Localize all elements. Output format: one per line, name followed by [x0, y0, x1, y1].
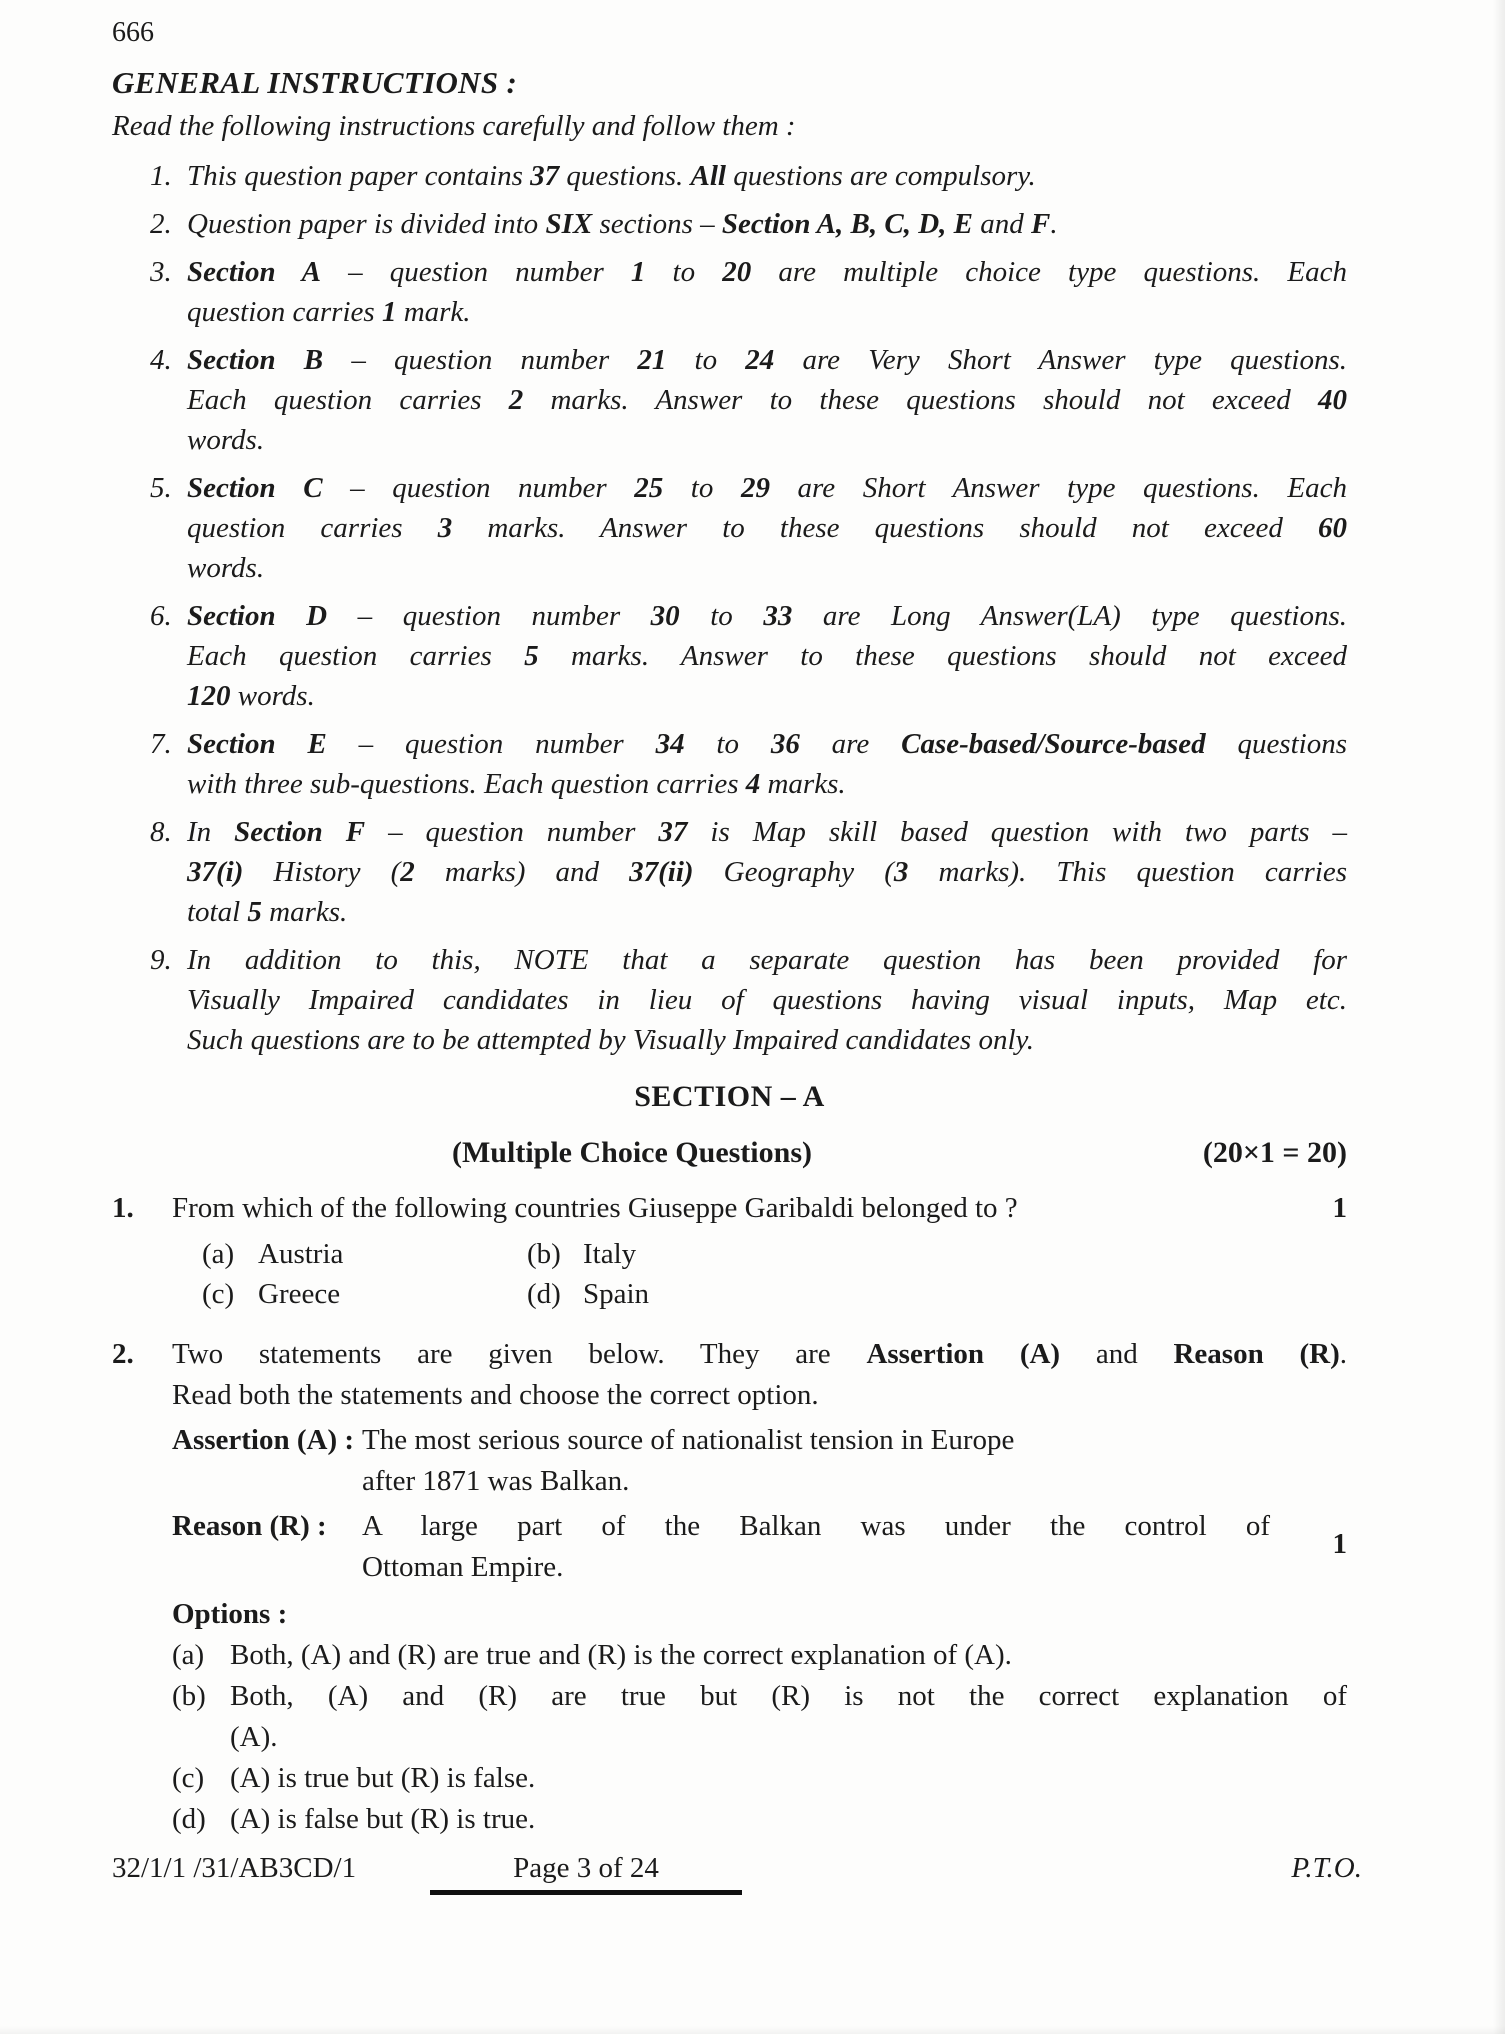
instruction-line: In addition to this, NOTE that a separate question has been provided for: [187, 944, 1347, 976]
section-a-subtitle: (Multiple Choice Questions): [452, 1136, 812, 1169]
question-2-marks: 1: [1332, 1528, 1347, 1560]
option-text-line: (A).: [230, 1721, 278, 1753]
option-label: (c): [172, 1762, 205, 1794]
option-label: (b): [172, 1680, 206, 1712]
instruction-item-9: [150, 940, 1347, 1060]
paper-code: 32/1/1 /31/AB3CD/1: [112, 1852, 357, 1884]
option-label: (d): [527, 1278, 561, 1310]
instruction-item-5: [150, 468, 1347, 588]
instruction-line: question carries 1 mark.: [187, 296, 471, 328]
instruction-line: question carries 3 marks. Answer to these questions should not exceed 60: [187, 512, 1347, 544]
instruction-item-2: [150, 204, 1347, 244]
option-a: [172, 1635, 1347, 1676]
instruction-number: 2.: [150, 208, 172, 240]
instruction-line: Section B – question number 21 to 24 are Very Short Answer type questions.: [187, 344, 1347, 376]
page-corner-number: 666: [112, 17, 154, 48]
option-label: (c): [202, 1278, 235, 1310]
instruction-line: Such questions are to be attempted by Visually Impaired candidates only.: [187, 1024, 1035, 1056]
option-c: [202, 1274, 527, 1314]
reason-text-line: Ottoman Empire.: [362, 1551, 564, 1583]
page-number-label: Page 3 of 24: [430, 1848, 742, 1895]
option-label: (a): [202, 1238, 235, 1270]
instruction-item-6: [150, 596, 1347, 716]
options-heading: Options :: [172, 1598, 288, 1630]
instruction-line: Section C – question number 25 to 29 are Short Answer type questions. Each: [187, 472, 1348, 504]
instruction-line: Section D – question number 30 to 33 are Long Answer(LA) type questions.: [187, 600, 1348, 632]
question-number: 1.: [112, 1192, 134, 1224]
option-a: [202, 1234, 527, 1274]
instruction-number: 9.: [150, 944, 172, 976]
assertion-label: Assertion (A) :: [172, 1424, 355, 1456]
question-text: From which of the following countries Giuseppe Garibaldi belonged to ?: [172, 1192, 1018, 1224]
instruction-line: 37(i) History (2 marks) and 37(ii) Geography (3 marks). This question carries: [187, 856, 1347, 888]
instruction-line: Visually Impaired candidates in lieu of questions having visual inputs, Map etc.: [187, 984, 1347, 1016]
option-c: [172, 1758, 1347, 1799]
option-text-line: (A) is true but (R) is false.: [230, 1762, 536, 1794]
assertion-text-line: The most serious source of nationalist tension in Europe: [362, 1424, 1015, 1456]
instruction-line: Section A – question number 1 to 20 are multiple choice type questions. Each: [187, 256, 1347, 288]
option-b: [527, 1234, 1347, 1274]
instruction-item-7: [150, 724, 1347, 804]
instruction-line: Each question carries 2 marks. Answer to these questions should not exceed 40: [187, 384, 1347, 416]
option-text: Spain: [583, 1278, 650, 1310]
instruction-line: words.: [187, 424, 265, 456]
instruction-item-3: [150, 252, 1347, 332]
assertion-row: [172, 1420, 1347, 1502]
instruction-line: In Section F – question number 37 is Map skill based question with two parts –: [187, 816, 1347, 848]
option-d: [527, 1274, 1347, 1314]
option-text: Italy: [583, 1238, 637, 1270]
instruction-line: This question paper contains 37 questions. All questions are compulsory.: [187, 160, 1036, 192]
option-text-line: Both, (A) and (R) are true and (R) is the correct explanation of (A).: [230, 1639, 1012, 1671]
instruction-number: 8.: [150, 816, 172, 848]
general-instructions-subtitle: Read the following instructions carefully and follow them :: [112, 110, 796, 142]
general-instructions-title: GENERAL INSTRUCTIONS :: [112, 65, 518, 100]
question-1: [112, 1188, 1347, 1314]
question-number: 2.: [112, 1338, 134, 1370]
option-label: (a): [172, 1639, 205, 1671]
section-a-marks-scheme: (20×1 = 20): [1202, 1136, 1347, 1169]
instruction-line: Each question carries 5 marks. Answer to these questions should not exceed: [187, 640, 1348, 672]
instructions-list: [112, 156, 1347, 1060]
option-text: Austria: [258, 1238, 344, 1270]
instruction-line: total 5 marks.: [187, 896, 348, 928]
assertion-text-line: after 1871 was Balkan.: [362, 1465, 630, 1497]
instruction-number: 3.: [150, 256, 172, 288]
reason-label: Reason (R) :: [172, 1510, 327, 1542]
question-text-line: Two statements are given below. They are Assertion (A) and Reason (R).: [172, 1338, 1347, 1370]
instruction-line: Question paper is divided into SIX sections – Section A, B, C, D, E and F.: [187, 208, 1058, 240]
option-label: (b): [527, 1238, 561, 1270]
instruction-number: 7.: [150, 728, 172, 760]
instruction-number: 5.: [150, 472, 172, 504]
question-1-options: [172, 1234, 1347, 1314]
instruction-item-4: [150, 340, 1347, 460]
instruction-item-8: [150, 812, 1347, 932]
scan-edge-artifact: [1493, 0, 1505, 2034]
pto-label: P.T.O.: [1291, 1852, 1362, 1884]
option-d: [172, 1799, 1347, 1840]
reason-text-line: A large part of the Balkan was under the control of: [362, 1510, 1270, 1542]
instruction-item-1: [150, 156, 1347, 196]
instruction-line: words.: [187, 552, 265, 584]
instruction-line: Section E – question number 34 to 36 are Case-based/Source-based questions: [187, 728, 1347, 760]
page-footer: [0, 1848, 1505, 1918]
instruction-line: 120 words.: [187, 680, 315, 712]
option-text: Greece: [258, 1278, 341, 1310]
section-a-subheader: [112, 1132, 1347, 1174]
scan-bottom-artifact: [0, 2026, 1505, 2034]
instruction-number: 4.: [150, 344, 172, 376]
question-2: [112, 1334, 1347, 1840]
option-b: [172, 1676, 1347, 1758]
question-text-line: Read both the statements and choose the correct option.: [172, 1379, 819, 1411]
question-1-marks: 1: [1332, 1192, 1347, 1224]
option-text-line: (A) is false but (R) is true.: [230, 1803, 536, 1835]
instruction-number: 6.: [150, 600, 172, 632]
reason-row: [172, 1506, 1347, 1588]
option-text-line: Both, (A) and (R) are true but (R) is not the correct explanation of: [230, 1680, 1347, 1712]
option-label: (d): [172, 1803, 206, 1835]
instruction-number: 1.: [150, 160, 172, 192]
instruction-line: with three sub-questions. Each question carries 4 marks.: [187, 768, 846, 800]
section-a-title: SECTION – A: [634, 1080, 825, 1113]
